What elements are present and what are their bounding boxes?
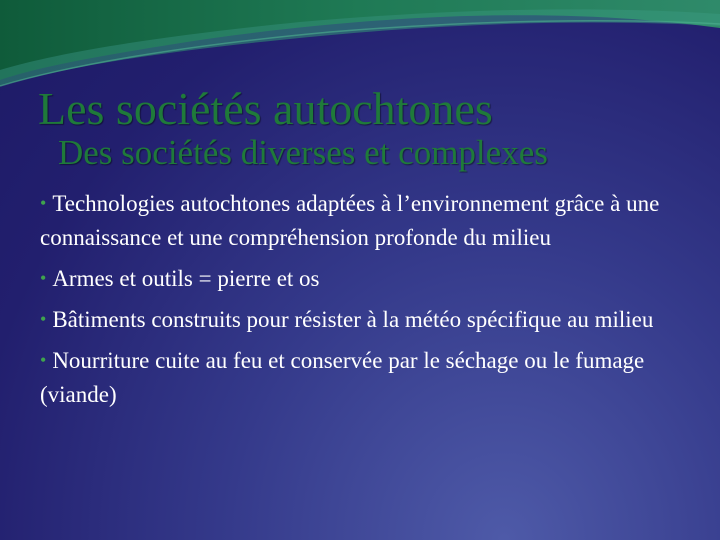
bullet-icon: • — [40, 350, 47, 370]
bullet-icon: • — [40, 268, 47, 288]
bullet-list — [40, 186, 680, 418]
bullet-text: Armes et outils = pierre et os — [52, 266, 320, 291]
slide-title: Les sociétés autochtones — [38, 83, 493, 134]
bullet-item — [40, 343, 680, 412]
bullet-text: Nourriture cuite au feu et conservée par le séchage ou le fumage (viande) — [40, 348, 645, 407]
slide-subtitle: Des sociétés diverses et complexes — [58, 133, 548, 172]
bullet-text: Technologies autochtones adaptées à l’environnement grâce à une connaissance et une compréhension profonde du milieu — [40, 191, 660, 250]
bullet-icon: • — [40, 309, 47, 329]
decorative-wave-band — [0, 0, 720, 90]
bullet-text: Bâtiments construits pour résister à la météo spécifique au milieu — [52, 307, 654, 332]
bullet-item — [40, 261, 680, 296]
bullet-item — [40, 186, 680, 255]
bullet-item — [40, 302, 680, 337]
bullet-icon: • — [40, 193, 47, 213]
